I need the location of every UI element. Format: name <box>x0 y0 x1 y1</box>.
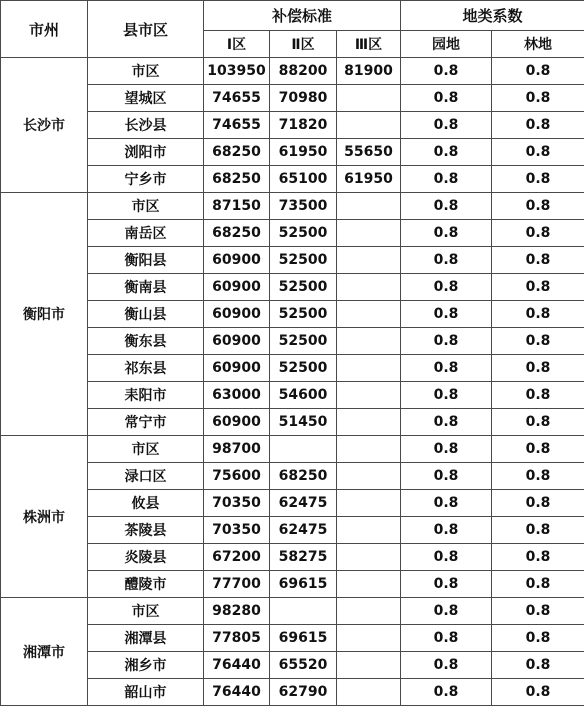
zone2-value: 71820 <box>270 112 337 139</box>
zone1-value: 76440 <box>204 679 270 706</box>
zone1-value: 68250 <box>204 166 270 193</box>
header-standard: 补偿标准 <box>204 1 401 31</box>
zone1-value: 77700 <box>204 571 270 598</box>
county-cell: 茶陵县 <box>88 517 204 544</box>
header-city: 市州 <box>1 1 88 58</box>
zone3-value <box>337 382 401 409</box>
zone1-value: 60900 <box>204 247 270 274</box>
garden-coef: 0.8 <box>401 193 492 220</box>
forest-coef: 0.8 <box>492 544 584 571</box>
county-cell: 炎陵县 <box>88 544 204 571</box>
zone2-value: 52500 <box>270 247 337 274</box>
zone3-value <box>337 436 401 463</box>
zone2-value: 88200 <box>270 58 337 85</box>
county-cell: 衡阳县 <box>88 247 204 274</box>
garden-coef: 0.8 <box>401 490 492 517</box>
table-row <box>1 112 584 139</box>
county-cell: 衡山县 <box>88 301 204 328</box>
zone3-value <box>337 85 401 112</box>
zone2-value: 70980 <box>270 85 337 112</box>
forest-coef: 0.8 <box>492 220 584 247</box>
table-row <box>1 166 584 193</box>
zone2-value: 52500 <box>270 355 337 382</box>
zone1-value: 60900 <box>204 301 270 328</box>
garden-coef: 0.8 <box>401 382 492 409</box>
county-cell: 长沙县 <box>88 112 204 139</box>
county-cell: 望城区 <box>88 85 204 112</box>
zone2-value: 54600 <box>270 382 337 409</box>
table-row <box>1 409 584 436</box>
garden-coef: 0.8 <box>401 409 492 436</box>
forest-coef: 0.8 <box>492 274 584 301</box>
zone2-value: 69615 <box>270 571 337 598</box>
zone1-value: 77805 <box>204 625 270 652</box>
county-cell: 市区 <box>88 58 204 85</box>
zone2-value <box>270 436 337 463</box>
forest-coef: 0.8 <box>492 490 584 517</box>
table-row <box>1 301 584 328</box>
zone1-value: 67200 <box>204 544 270 571</box>
forest-coef: 0.8 <box>492 139 584 166</box>
forest-coef: 0.8 <box>492 193 584 220</box>
table-row <box>1 679 584 706</box>
zone2-value: 65520 <box>270 652 337 679</box>
table-row <box>1 571 584 598</box>
forest-coef: 0.8 <box>492 463 584 490</box>
garden-coef: 0.8 <box>401 355 492 382</box>
zone2-value: 51450 <box>270 409 337 436</box>
garden-coef: 0.8 <box>401 301 492 328</box>
zone1-value: 63000 <box>204 382 270 409</box>
county-cell: 韶山市 <box>88 679 204 706</box>
table-row <box>1 355 584 382</box>
table-row <box>1 247 584 274</box>
zone3-value <box>337 112 401 139</box>
county-cell: 湘潭县 <box>88 625 204 652</box>
table-body <box>1 58 584 706</box>
county-cell: 衡东县 <box>88 328 204 355</box>
zone2-value: 62790 <box>270 679 337 706</box>
zone1-value: 60900 <box>204 409 270 436</box>
garden-coef: 0.8 <box>401 571 492 598</box>
header-coef: 地类系数 <box>401 1 584 31</box>
zone2-value <box>270 598 337 625</box>
forest-coef: 0.8 <box>492 625 584 652</box>
zone1-value: 98280 <box>204 598 270 625</box>
table-row <box>1 652 584 679</box>
table-row <box>1 544 584 571</box>
county-cell: 宁乡市 <box>88 166 204 193</box>
table-header <box>1 1 584 58</box>
forest-coef: 0.8 <box>492 598 584 625</box>
forest-coef: 0.8 <box>492 247 584 274</box>
forest-coef: 0.8 <box>492 571 584 598</box>
forest-coef: 0.8 <box>492 85 584 112</box>
table-row <box>1 436 584 463</box>
garden-coef: 0.8 <box>401 112 492 139</box>
zone2-value: 69615 <box>270 625 337 652</box>
table-row <box>1 220 584 247</box>
forest-coef: 0.8 <box>492 112 584 139</box>
zone1-value: 70350 <box>204 517 270 544</box>
zone2-value: 62475 <box>270 517 337 544</box>
forest-coef: 0.8 <box>492 679 584 706</box>
county-cell: 湘乡市 <box>88 652 204 679</box>
zone1-value: 68250 <box>204 139 270 166</box>
zone3-value <box>337 679 401 706</box>
city-cell: 株洲市 <box>1 436 88 598</box>
city-cell: 衡阳市 <box>1 193 88 436</box>
zone3-value <box>337 544 401 571</box>
zone1-value: 70350 <box>204 490 270 517</box>
zone1-value: 60900 <box>204 355 270 382</box>
zone3-value <box>337 463 401 490</box>
zone2-value: 65100 <box>270 166 337 193</box>
zone3-value <box>337 571 401 598</box>
zone3-value <box>337 193 401 220</box>
zone2-value: 58275 <box>270 544 337 571</box>
garden-coef: 0.8 <box>401 679 492 706</box>
county-cell: 祁东县 <box>88 355 204 382</box>
zone3-value <box>337 490 401 517</box>
garden-coef: 0.8 <box>401 220 492 247</box>
garden-coef: 0.8 <box>401 166 492 193</box>
zone3-value <box>337 409 401 436</box>
forest-coef: 0.8 <box>492 517 584 544</box>
header-zone2: Ⅱ区 <box>270 31 337 58</box>
table-row <box>1 625 584 652</box>
forest-coef: 0.8 <box>492 409 584 436</box>
header-county: 县市区 <box>88 1 204 58</box>
header-zone3: Ⅲ区 <box>337 31 401 58</box>
table-row <box>1 490 584 517</box>
county-cell: 市区 <box>88 598 204 625</box>
county-cell: 浏阳市 <box>88 139 204 166</box>
zone2-value: 73500 <box>270 193 337 220</box>
zone3-value <box>337 355 401 382</box>
forest-coef: 0.8 <box>492 382 584 409</box>
table-row <box>1 382 584 409</box>
zone1-value: 60900 <box>204 328 270 355</box>
forest-coef: 0.8 <box>492 301 584 328</box>
garden-coef: 0.8 <box>401 274 492 301</box>
zone1-value: 68250 <box>204 220 270 247</box>
county-cell: 醴陵市 <box>88 571 204 598</box>
county-cell: 市区 <box>88 436 204 463</box>
county-cell: 攸县 <box>88 490 204 517</box>
garden-coef: 0.8 <box>401 328 492 355</box>
header-zone1: Ⅰ区 <box>204 31 270 58</box>
garden-coef: 0.8 <box>401 544 492 571</box>
zone2-value: 52500 <box>270 328 337 355</box>
forest-coef: 0.8 <box>492 355 584 382</box>
zone1-value: 87150 <box>204 193 270 220</box>
zone3-value <box>337 301 401 328</box>
garden-coef: 0.8 <box>401 517 492 544</box>
zone2-value: 61950 <box>270 139 337 166</box>
garden-coef: 0.8 <box>401 463 492 490</box>
header-forest: 林地 <box>492 31 584 58</box>
zone3-value <box>337 274 401 301</box>
zone1-value: 76440 <box>204 652 270 679</box>
table-row <box>1 598 584 625</box>
zone2-value: 52500 <box>270 301 337 328</box>
header-row-1 <box>1 1 584 31</box>
garden-coef: 0.8 <box>401 436 492 463</box>
zone3-value <box>337 220 401 247</box>
zone3-value <box>337 247 401 274</box>
zone2-value: 52500 <box>270 274 337 301</box>
header-garden: 园地 <box>401 31 492 58</box>
garden-coef: 0.8 <box>401 58 492 85</box>
zone3-value: 55650 <box>337 139 401 166</box>
garden-coef: 0.8 <box>401 598 492 625</box>
table-row <box>1 274 584 301</box>
garden-coef: 0.8 <box>401 85 492 112</box>
zone3-value <box>337 652 401 679</box>
zone3-value <box>337 625 401 652</box>
table-row <box>1 517 584 544</box>
county-cell: 市区 <box>88 193 204 220</box>
county-cell: 衡南县 <box>88 274 204 301</box>
zone1-value: 74655 <box>204 112 270 139</box>
city-cell: 长沙市 <box>1 58 88 193</box>
zone2-value: 52500 <box>270 220 337 247</box>
forest-coef: 0.8 <box>492 166 584 193</box>
zone3-value: 81900 <box>337 58 401 85</box>
zone1-value: 103950 <box>204 58 270 85</box>
table-row <box>1 328 584 355</box>
zone1-value: 60900 <box>204 274 270 301</box>
garden-coef: 0.8 <box>401 247 492 274</box>
forest-coef: 0.8 <box>492 58 584 85</box>
table-row <box>1 463 584 490</box>
table-row <box>1 193 584 220</box>
garden-coef: 0.8 <box>401 652 492 679</box>
zone1-value: 75600 <box>204 463 270 490</box>
table-row <box>1 139 584 166</box>
garden-coef: 0.8 <box>401 625 492 652</box>
county-cell: 常宁市 <box>88 409 204 436</box>
county-cell: 渌口区 <box>88 463 204 490</box>
forest-coef: 0.8 <box>492 436 584 463</box>
zone1-value: 74655 <box>204 85 270 112</box>
zone3-value <box>337 598 401 625</box>
county-cell: 耒阳市 <box>88 382 204 409</box>
county-cell: 南岳区 <box>88 220 204 247</box>
table-row <box>1 85 584 112</box>
table-row <box>1 58 584 85</box>
zone3-value: 61950 <box>337 166 401 193</box>
zone3-value <box>337 328 401 355</box>
zone2-value: 68250 <box>270 463 337 490</box>
zone1-value: 98700 <box>204 436 270 463</box>
garden-coef: 0.8 <box>401 139 492 166</box>
zone3-value <box>337 517 401 544</box>
city-cell: 湘潭市 <box>1 598 88 706</box>
forest-coef: 0.8 <box>492 652 584 679</box>
forest-coef: 0.8 <box>492 328 584 355</box>
zone2-value: 62475 <box>270 490 337 517</box>
